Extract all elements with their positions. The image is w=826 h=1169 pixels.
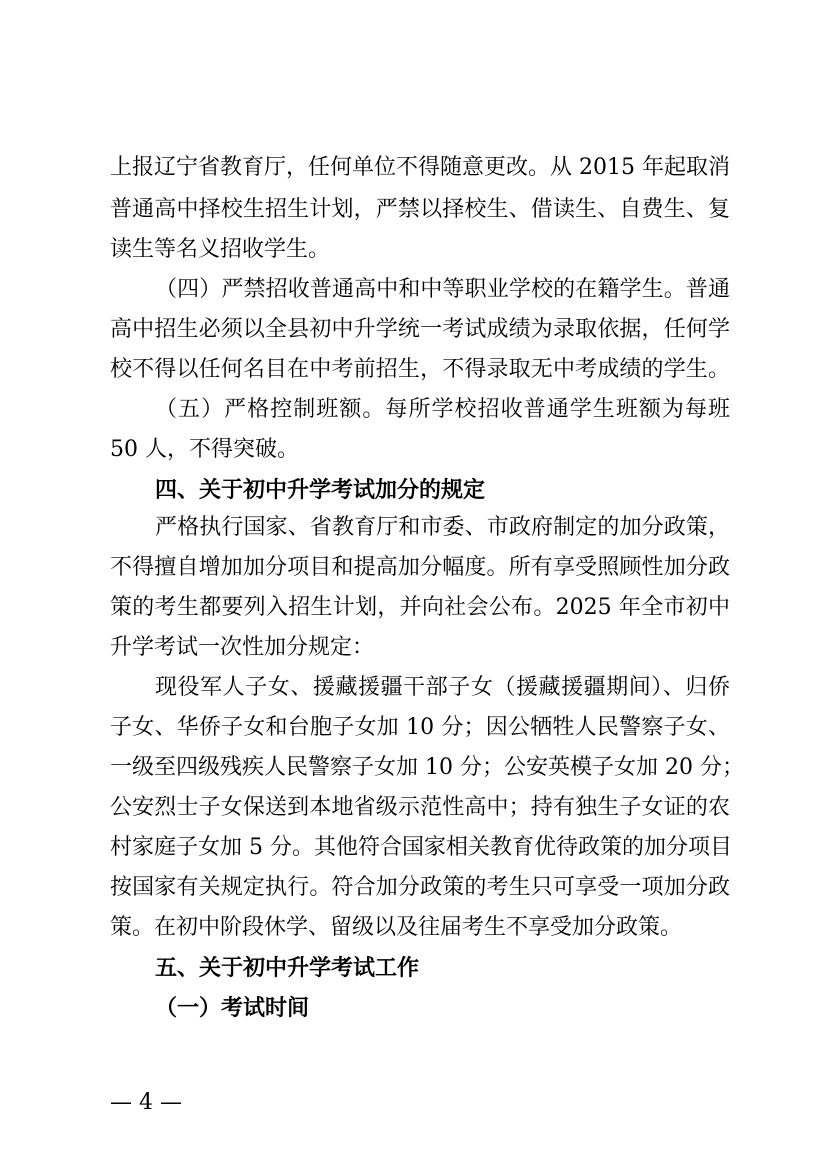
body-line-11: 不得擅自增加加分项目和提高加分幅度。所有享受照顾性加分政 [110, 555, 730, 580]
body-line-12: 策的考生都要列入招生计划，并向社会公布。2025 年全市初中 [110, 595, 730, 620]
body-line-13: 升学考试一次性加分规定： [110, 635, 375, 660]
page-number: — 4 — [110, 1090, 182, 1115]
section-heading-4: 四、关于初中升学考试加分的规定 [155, 477, 486, 503]
body-line-15: 子女、华侨子女和台胞子女加 10 分；因公牺牲人民警察子女、 [110, 715, 730, 740]
section-heading-5: 五、关于初中升学考试工作 [155, 955, 420, 981]
body-line-5: 高中招生必须以全县初中升学统一考试成绩为录取依据，任何学 [110, 317, 730, 342]
body-line-20: 策。在初中阶段休学、留级以及往届考生不享受加分政策。 [110, 915, 683, 940]
body-line-1: 上报辽宁省教育厅，任何单位不得随意更改。从 2015 年起取消 [110, 155, 730, 180]
body-line-18: 村家庭子女加 5 分。其他符合国家相关教育优待政策的加分项目 [110, 835, 732, 860]
body-line-10: 严格执行国家、省教育厅和市委、市政府制定的加分政策， [155, 515, 730, 540]
subsection-heading-1: （一）考试时间 [155, 995, 310, 1021]
body-line-4: （四）严禁招收普通高中和中等职业学校的在籍学生。普通 [155, 277, 730, 302]
body-line-6: 校不得以任何名目在中考前招生，不得录取无中考成绩的学生。 [110, 357, 730, 382]
body-line-19: 按国家有关规定执行。符合加分政策的考生只可享受一项加分政 [110, 875, 730, 900]
body-line-3: 读生等名义招收学生。 [110, 237, 331, 262]
body-line-7: （五）严格控制班额。每所学校招收普通学生班额为每班 [155, 397, 730, 422]
body-line-14: 现役军人子女、援藏援疆干部子女（援藏援疆期间）、归侨 [155, 675, 730, 700]
body-line-17: 公安烈士子女保送到本地省级示范性高中；持有独生子女证的农 [110, 795, 730, 820]
body-line-16: 一级至四级残疾人民警察子女加 10 分；公安英模子女加 20 分； [110, 755, 744, 780]
body-line-2: 普通高中择校生招生计划，严禁以择校生、借读生、自费生、复 [110, 197, 730, 222]
body-line-8: 50 人，不得突破。 [110, 437, 299, 462]
